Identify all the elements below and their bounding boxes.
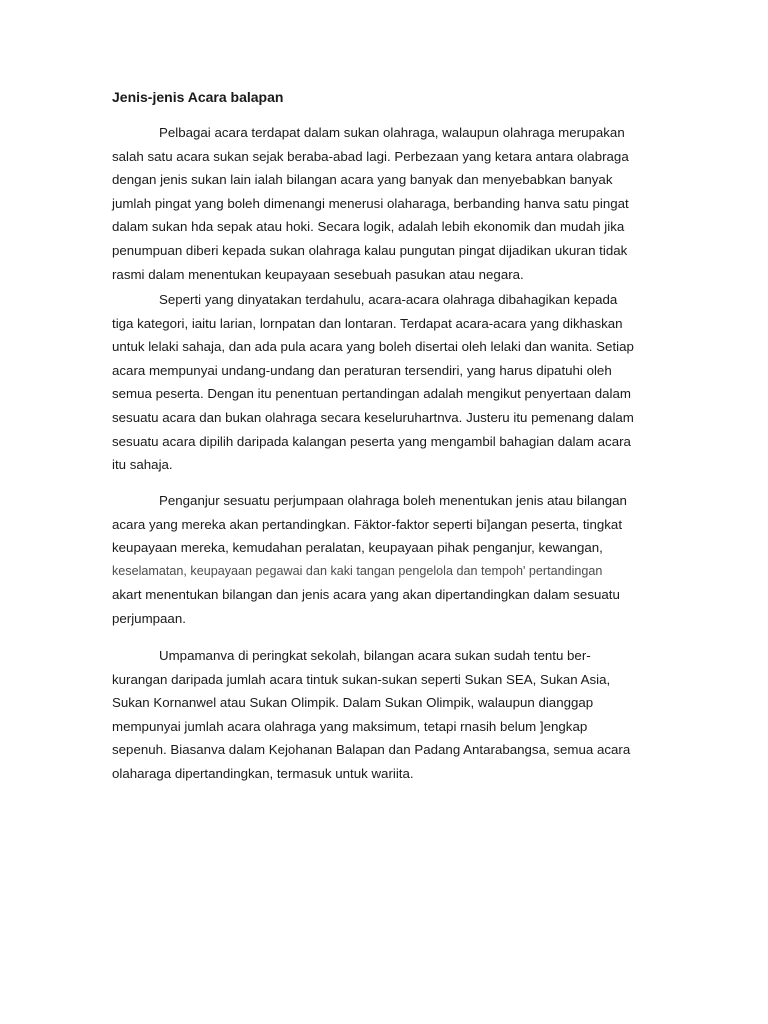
paragraph-line: kurangan daripada jumlah acara tintuk sukan-sukan seperti Sukan SEA, Sukan Asia, [112, 671, 611, 687]
paragraph-3 [112, 489, 627, 631]
paragraph-line: Pelbagai acara terdapat dalam sukan olahraga, walaupun olahraga merupakan [159, 125, 625, 140]
paragraph-line: acara yang mereka akan pertandingkan. Fäktor-faktor seperti bi]angan peserta, tingkat [112, 516, 623, 532]
paragraph-line: Seperti yang dinyatakan terdahulu, acara-acara olahraga dibahagikan kepada [159, 292, 618, 307]
paragraph-line: Penganjur sesuatu perjumpaan olahraga boleh menentukan jenis atau bilangan [159, 493, 627, 508]
paragraph-line: dengan jenis sukan lain ialah bilangan acara yang banyak dan menyebabkan banyak [112, 172, 613, 188]
paragraph-line: acara mempunyai undang-undang dan peraturan tersendiri, yang harus dipatuhi oleh [112, 362, 612, 378]
paragraph-line: jumlah pingat yang boleh dimenangi menerusi olaharaga, berbanding hanva satu pingat [112, 195, 629, 211]
paragraph-line: akart menentukan bilangan dan jenis acara yang akan dipertandingkan dalam sesuatu [112, 587, 620, 603]
paragraph-line: tiga kategori, iaitu larian, lornpatan dan lontaran. Terdapat acara-acara yang dikhaskan [112, 315, 623, 331]
paragraph-line: sepenuh. Biasanva dalam Kejohanan Balapan dan Padang Antarabangsa, semua acara [112, 742, 631, 758]
paragraph-line: semua peserta. Dengan itu penentuan pertandingan adalah mengikut penyertaan dalam [112, 386, 631, 402]
paragraph-line: Sukan Kornanwel atau Sukan Olimpik. Dalam Sukan Olimpik, walaupun dianggap [112, 695, 594, 711]
paragraph-line: sesuatu acara dan bukan olahraga secara keseluruhartnva. Justeru itu pemenang dalam [112, 409, 634, 425]
paragraph-2 [112, 288, 634, 477]
paragraph-line: keupayaan mereka, kemudahan peralatan, keupayaan pihak penganjur, kewangan, [112, 540, 603, 556]
paragraph-line: Umpamanva di peringkat sekolah, bilangan acara sukan sudah tentu ber- [159, 648, 591, 663]
paragraph-line: sesuatu acara dipilih daripada kalangan peserta yang mengambil bahagian dalam acara [112, 433, 631, 449]
paragraph-line: itu sahaja. [112, 457, 173, 473]
paragraph-1 [112, 121, 629, 286]
paragraph-line: keselamatan, keupayaan pegawai dan kaki tangan pengelola dan tempoh' pertandingan [112, 563, 603, 578]
document-title: Jenis-jenis Acara balapan [112, 89, 284, 105]
paragraph-line: salah satu acara sukan sejak beraba-abad lagi. Perbezaan yang ketara antara olabraga [112, 148, 629, 164]
paragraph-line: perjumpaan. [112, 610, 186, 626]
paragraph-line: penumpuan diberi kepada sukan olahraga kalau pungutan pingat dijadikan ukuran tidak [112, 242, 628, 258]
paragraph-line: olaharaga dipertandingkan, termasuk untuk wariita. [112, 765, 414, 781]
paragraph-4 [112, 644, 630, 786]
paragraph-line: untuk lelaki sahaja, dan ada pula acara yang boleh disertai oleh lelaki dan wanita. Setiap [112, 339, 634, 355]
paragraph-line: dalam sukan hda sepak atau hoki. Secara logik, adalah lebih ekonomik dan mudah jika [112, 219, 625, 235]
paragraph-line: mempunyai jumlah acara olahraga yang maksimum, tetapi rnasih belum ]engkap [112, 718, 588, 734]
paragraph-line: rasmi dalam menentukan keupayaan sesebuah pasukan atau negara. [112, 266, 524, 282]
